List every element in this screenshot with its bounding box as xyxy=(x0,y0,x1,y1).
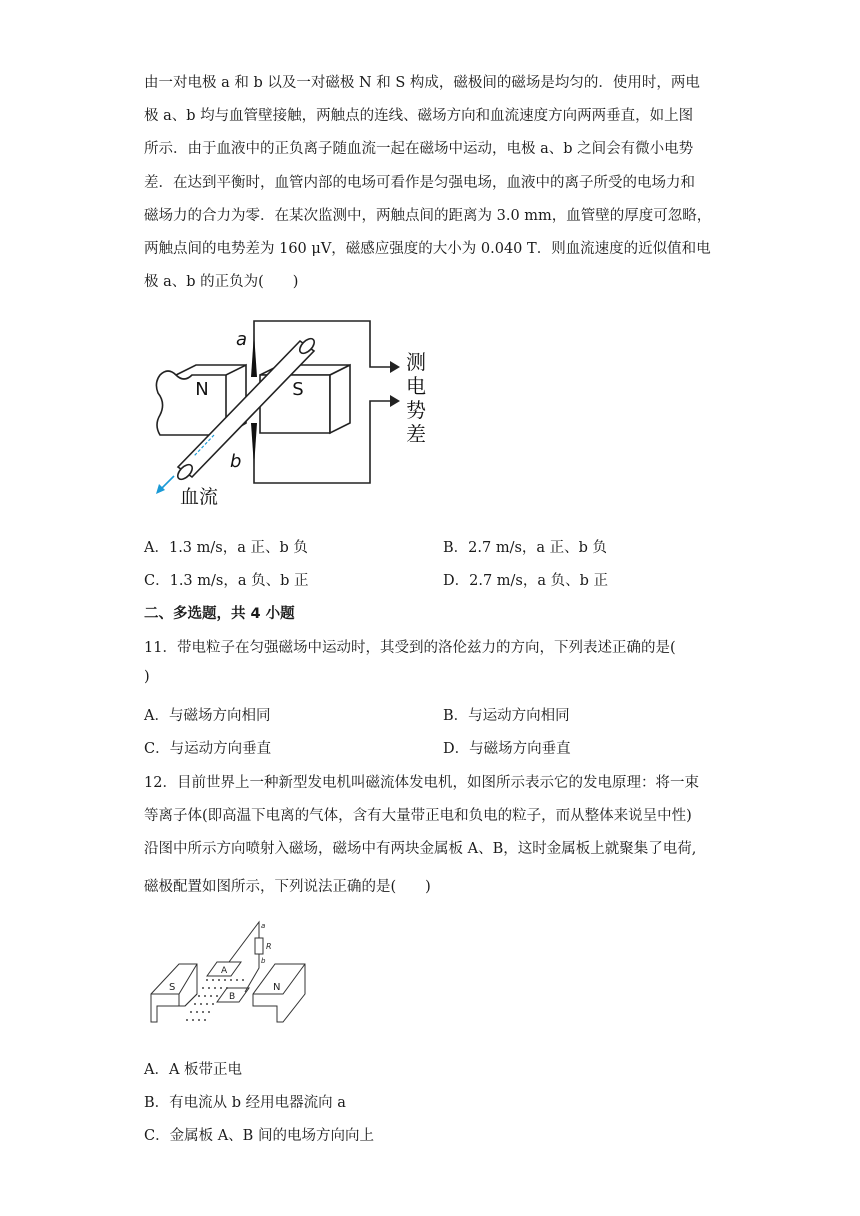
q10-line-6: 两触点间的电势差为 160 μV，磁感应强度的大小为 0.040 T．则血流速度的近似值和电 xyxy=(144,241,711,258)
section-heading: 二、多选题，共 4 小题 xyxy=(144,606,295,622)
mhd-a-terminal-label: a xyxy=(261,922,266,930)
measure-label-1: 测 xyxy=(406,350,426,374)
q10-option-d: D．2.7 m/s，a 负、b 正 xyxy=(443,573,609,589)
mhd-r-label: R xyxy=(266,942,272,951)
flowmeter-figure xyxy=(150,315,440,510)
q12-line-2: 等离子体(即高温下电离的气体，含有大量带正电和负电的粒子，而从整体来说呈中性) xyxy=(144,808,692,824)
mhd-n-magnet xyxy=(253,964,305,1022)
q12-line-1: 12．目前世界上一种新型发电机叫磁流体发电机，如图所示表示它的发电原理：将一束 xyxy=(144,775,699,791)
q10-line-4: 差．在达到平衡时，血管内部的电场可看作是匀强电场，血液中的离子所受的电场力和 xyxy=(144,174,695,191)
q10-line-2: 极 a、b 均与血管壁接触，两触点的连线、磁场方向和血流速度方向两两垂直，如上图 xyxy=(144,108,694,125)
mhd-generator-figure xyxy=(145,918,315,1030)
q10-option-b: B．2.7 m/s，a 正、b 负 xyxy=(443,540,608,556)
flow-arrow xyxy=(156,476,174,494)
measure-label-3: 势 xyxy=(406,398,426,422)
mhd-a-label: A xyxy=(221,966,228,976)
measure-label-4: 差 xyxy=(406,422,426,446)
flow-label: 血流 xyxy=(180,486,219,508)
q11-line-2: ) xyxy=(144,669,150,685)
q10-option-c: C．1.3 m/s，a 负、b 正 xyxy=(144,573,309,589)
mhd-s-label: S xyxy=(169,982,176,993)
s-label: S xyxy=(292,379,304,400)
q10-line-3: 所示．由于血液中的正负离子随血流一起在磁场中运动，电极 a、b 之间会有微小电势 xyxy=(144,141,694,158)
mhd-b-label: B xyxy=(229,992,236,1002)
q12-option-c: C．金属板 A、B 间的电场方向向上 xyxy=(144,1128,374,1144)
q11-line-1: 11．带电粒子在匀强磁场中运动时，其受到的洛伦兹力的方向，下列表述正确的是( xyxy=(144,640,676,656)
q12-option-a: A．A 板带正电 xyxy=(144,1062,243,1078)
electrode-b xyxy=(251,423,257,467)
q12-line-3: 沿图中所示方向喷射入磁场，磁场中有两块金属板 A、B，这时金属板上就聚集了电荷, xyxy=(144,841,697,857)
q12-line-4: 磁极配置如图所示，下列说法正确的是( ) xyxy=(144,879,431,895)
q11-option-d: D．与磁场方向垂直 xyxy=(443,741,571,757)
measure-label-2: 电 xyxy=(406,374,426,398)
q11-option-b: B．与运动方向相同 xyxy=(443,708,570,724)
q10-line-5: 磁场力的合力为零．在某次监测中，两触点间的距离为 3.0 mm，血管壁的厚度可忽略， xyxy=(144,207,712,224)
electrode-a-label: a xyxy=(236,329,248,350)
q10-line-1: 由一对电极 a 和 b 以及一对磁极 N 和 S 构成，磁极间的磁场是均匀的．使用时，两电 xyxy=(144,75,700,91)
q12-option-b: B．有电流从 b 经用电器流向 a xyxy=(144,1095,346,1111)
mhd-circuit xyxy=(229,922,266,992)
q11-option-a: A．与磁场方向相同 xyxy=(144,708,271,724)
arrow-head-top xyxy=(390,361,400,373)
q10-text xyxy=(144,67,744,299)
q11-option-c: C．与运动方向垂直 xyxy=(144,741,272,757)
q10-line-7: 极 a、b 的正负为( ) xyxy=(144,274,299,291)
mhd-b-terminal-label: b xyxy=(261,957,266,965)
q10-option-a: A．1.3 m/s，a 正、b 负 xyxy=(144,540,308,556)
n-label: N xyxy=(195,379,209,400)
electrode-b-label: b xyxy=(230,451,242,472)
electrode-a xyxy=(251,333,257,377)
arrow-head-bottom xyxy=(390,395,400,407)
mhd-n-label: N xyxy=(273,982,281,993)
mhd-s-magnet xyxy=(151,964,197,1022)
